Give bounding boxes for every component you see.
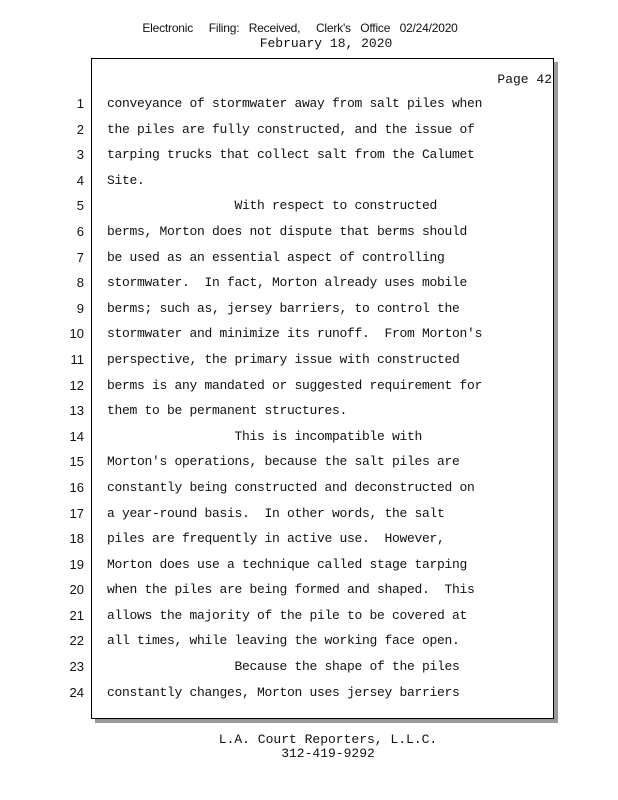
line-text: Morton does use a technique called stage tarping bbox=[107, 556, 468, 572]
line-number: 8 bbox=[76, 275, 84, 291]
line-number: 22 bbox=[69, 633, 84, 649]
line-number: 23 bbox=[69, 659, 84, 675]
line-text: be used as an essential aspect of controlling bbox=[107, 249, 445, 265]
transcript-line bbox=[0, 398, 560, 424]
transcript-line bbox=[0, 552, 560, 578]
transcript-line bbox=[0, 449, 560, 475]
transcript-line bbox=[0, 603, 560, 629]
line-number: 3 bbox=[76, 147, 84, 163]
transcript-lines bbox=[0, 91, 560, 705]
line-number: 2 bbox=[76, 121, 84, 137]
line-text: when the piles are being formed and shaped. This bbox=[107, 582, 475, 598]
transcript-line bbox=[0, 347, 560, 373]
line-number: 12 bbox=[69, 377, 84, 393]
transcript-line bbox=[0, 424, 560, 450]
line-text: berms; such as, jersey barriers, to control the bbox=[107, 300, 460, 316]
line-number: 10 bbox=[69, 326, 84, 342]
line-text: Morton's operations, because the salt piles are bbox=[107, 454, 460, 470]
line-number: 7 bbox=[76, 249, 84, 265]
line-number: 15 bbox=[69, 454, 84, 470]
filing-stamp: Electronic Filing: Received, Clerk's Office 02/24/2020 bbox=[142, 21, 458, 35]
line-number: 18 bbox=[69, 531, 84, 547]
line-number: 9 bbox=[76, 300, 84, 316]
transcript-line bbox=[0, 475, 560, 501]
transcript-line bbox=[0, 270, 560, 296]
line-text: Because the shape of the piles bbox=[107, 659, 460, 675]
reporter-company: L.A. Court Reporters, L.L.C. bbox=[218, 732, 438, 747]
transcript-line bbox=[0, 193, 560, 219]
transcript-line bbox=[0, 373, 560, 399]
line-text: Site. bbox=[107, 172, 145, 188]
line-number: 11 bbox=[70, 351, 84, 367]
line-text: stormwater. In fact, Morton already uses mobile bbox=[107, 275, 468, 291]
transcript-line bbox=[0, 219, 560, 245]
line-number: 19 bbox=[69, 556, 84, 572]
transcript-line bbox=[0, 117, 560, 143]
line-text: them to be permanent structures. bbox=[107, 403, 348, 419]
transcript-line bbox=[0, 321, 560, 347]
line-text: the piles are fully constructed, and the issue of bbox=[107, 121, 475, 137]
line-text: This is incompatible with bbox=[107, 428, 423, 444]
line-text: With respect to constructed bbox=[107, 198, 438, 214]
line-text: tarping trucks that collect salt from the Calumet bbox=[107, 147, 475, 163]
transcript-line bbox=[0, 526, 560, 552]
line-number: 6 bbox=[76, 223, 84, 239]
transcript-date: February 18, 2020 bbox=[259, 36, 393, 51]
line-number: 20 bbox=[69, 582, 84, 598]
transcript-line bbox=[0, 501, 560, 527]
transcript-line bbox=[0, 296, 560, 322]
transcript-line bbox=[0, 91, 560, 117]
transcript-line bbox=[0, 577, 560, 603]
line-text: stormwater and minimize its runoff. From Morton's bbox=[107, 326, 483, 342]
line-number: 14 bbox=[69, 428, 84, 444]
line-number: 16 bbox=[69, 479, 84, 495]
transcript-line bbox=[0, 168, 560, 194]
line-text: all times, while leaving the working face open. bbox=[107, 633, 460, 649]
line-number: 21 bbox=[69, 607, 84, 623]
reporter-phone: 312-419-9292 bbox=[281, 746, 375, 761]
transcript-line bbox=[0, 142, 560, 168]
line-text: constantly being constructed and deconstructed on bbox=[107, 479, 475, 495]
line-text: a year-round basis. In other words, the salt bbox=[107, 505, 445, 521]
transcript-line bbox=[0, 628, 560, 654]
line-number: 4 bbox=[76, 172, 84, 188]
line-text: piles are frequently in active use. However, bbox=[107, 531, 445, 547]
transcript-line bbox=[0, 654, 560, 680]
line-text: perspective, the primary issue with constructed bbox=[107, 351, 460, 367]
line-text: constantly changes, Morton uses jersey barriers bbox=[107, 684, 460, 700]
line-text: berms, Morton does not dispute that berms should bbox=[107, 223, 468, 239]
line-number: 5 bbox=[76, 198, 84, 214]
transcript-line bbox=[0, 680, 560, 706]
line-number: 13 bbox=[69, 403, 84, 419]
line-number: 17 bbox=[69, 505, 84, 521]
line-number: 1 bbox=[76, 96, 84, 111]
transcript-line bbox=[0, 245, 560, 271]
line-text: allows the majority of the pile to be covered at bbox=[107, 607, 468, 623]
page-number: Page 42 bbox=[497, 72, 552, 87]
line-text: conveyance of stormwater away from salt piles when bbox=[107, 96, 483, 111]
line-number: 24 bbox=[69, 684, 84, 700]
line-text: berms is any mandated or suggested requirement for bbox=[107, 377, 483, 393]
